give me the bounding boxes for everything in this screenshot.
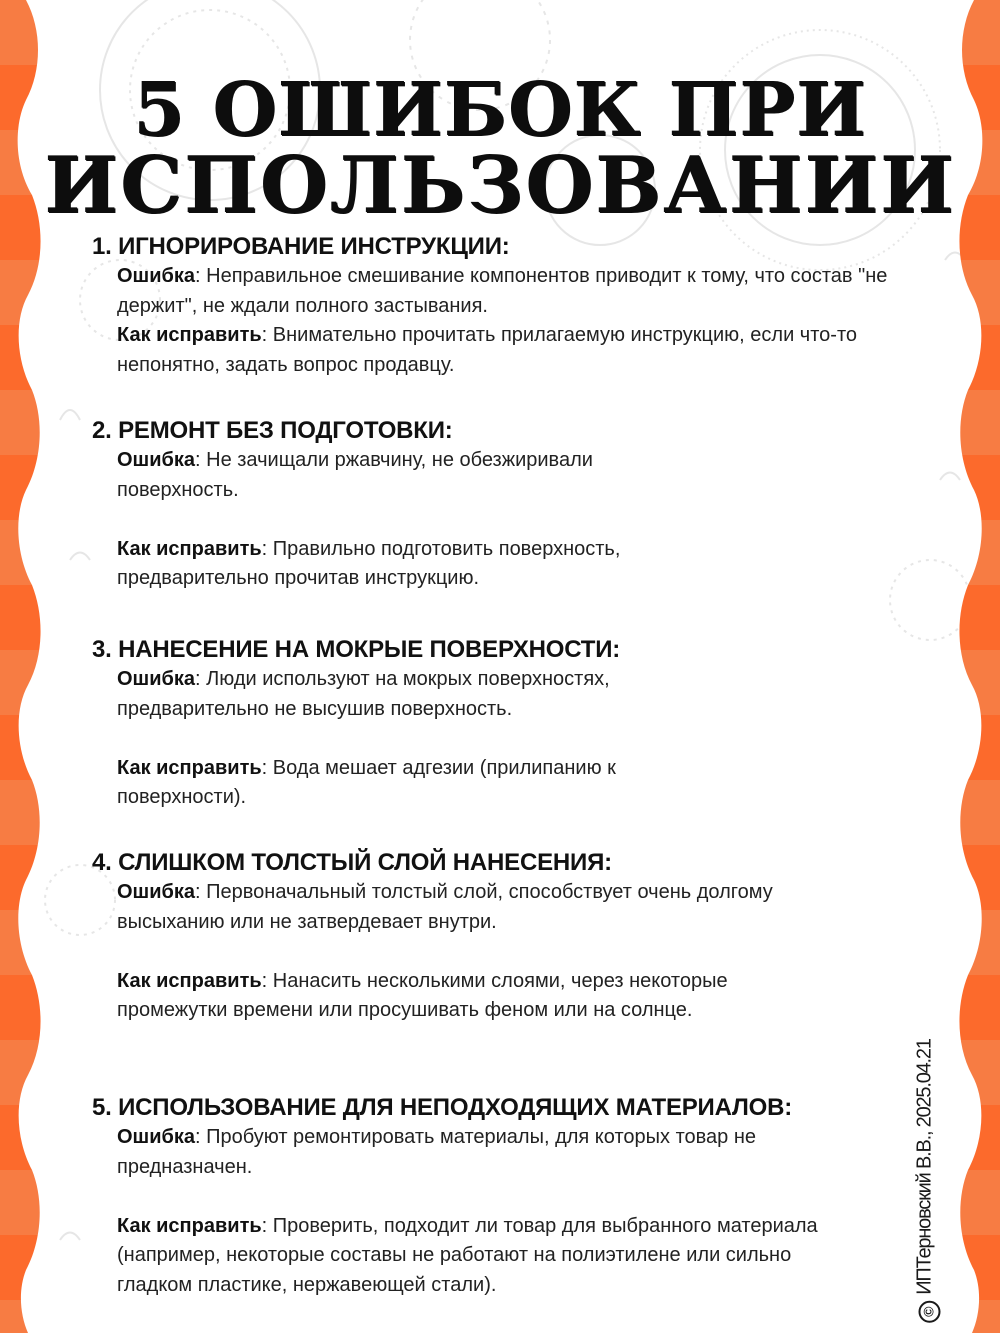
mistake-section-4	[92, 848, 912, 1026]
error-paragraph	[117, 446, 677, 505]
error-label: Ошибка	[117, 1126, 196, 1148]
title-line-1: 5 ОШИБОК ПРИ	[133, 66, 867, 153]
spacer	[92, 1182, 912, 1212]
error-paragraph	[117, 1123, 832, 1182]
section-heading: 3. НАНЕСЕНИЕ НА МОКРЫЕ ПОВЕРХНОСТИ:	[92, 636, 621, 663]
section-heading: 2. РЕМОНТ БЕЗ ПОДГОТОВКИ:	[92, 417, 453, 444]
section-heading: 5. ИСПОЛЬЗОВАНИЕ ДЛЯ НЕПОДХОДЯЩИХ МАТЕРИАЛОВ:	[92, 1094, 793, 1121]
fix-paragraph	[117, 535, 707, 594]
fix-label: Как исправить	[117, 324, 262, 346]
error-text: : Первоначальный толстый слой, способствует очень долгому высыханию или не затвердевает внутри.	[117, 881, 773, 933]
error-paragraph	[117, 878, 817, 937]
error-label: Ошибка	[117, 449, 196, 471]
error-label: Ошибка	[117, 265, 196, 287]
fix-paragraph	[117, 754, 717, 813]
error-label: Ошибка	[117, 881, 196, 903]
fix-text: : Внимательно прочитать прилагаемую инструкцию, если что-то непонятно, задать вопрос продавцу.	[117, 324, 858, 376]
error-text: : Неправильное смешивание компонентов приводит к тому, что состав "не держит", не ждали полного застывания.	[117, 265, 888, 317]
fix-label: Как исправить	[117, 1214, 262, 1237]
copyright-icon: ©	[919, 1301, 941, 1323]
copyright-notice	[914, 1039, 941, 1323]
fix-label: Как исправить	[117, 969, 262, 992]
fix-paragraph	[117, 967, 827, 1026]
error-text: : Люди используют на мокрых поверхностях, предварительно не высушив поверхность.	[117, 668, 610, 720]
title-line-2: ИСПОЛЬЗОВАНИИ	[44, 139, 956, 231]
spacer	[92, 505, 912, 535]
fix-label: Как исправить	[117, 756, 262, 779]
page-title	[0, 66, 1000, 231]
copyright-text: ИПТерновский В.В., 2025.04.21	[913, 1039, 936, 1295]
fix-paragraph	[117, 1212, 847, 1301]
mistake-section-5	[92, 1093, 912, 1300]
error-paragraph	[117, 665, 707, 724]
fix-paragraph	[117, 321, 912, 380]
error-label: Ошибка	[117, 668, 196, 690]
error-paragraph	[117, 262, 912, 321]
mistake-section-1	[92, 232, 912, 380]
error-text: : Не зачищали ржавчину, не обезжиривали поверхность.	[117, 449, 593, 501]
fix-text: : Проверить, подходит ли товар для выбранного материала (например, некоторые составы не работают на полиэтилене или сильно гладком пластике, нержавеющей стали).	[117, 1214, 818, 1296]
spacer	[92, 724, 912, 754]
section-heading: 4. СЛИШКОМ ТОЛСТЫЙ СЛОЙ НАНЕСЕНИЯ:	[92, 849, 612, 876]
error-text: : Пробуют ремонтировать материалы, для которых товар не предназначен.	[117, 1126, 757, 1178]
fix-label: Как исправить	[117, 537, 262, 560]
section-heading: 1. ИГНОРИРОВАНИЕ ИНСТРУКЦИИ:	[92, 233, 510, 260]
mistake-section-3	[92, 635, 912, 813]
fix-text: : Вода мешает адгезии (прилипанию к поверхности).	[117, 756, 616, 808]
spacer	[92, 937, 912, 967]
fix-text: : Нанасить несколькими слоями, через некоторые промежутки времени или просушивать феном или на солнце.	[117, 969, 728, 1021]
mistake-section-2	[92, 416, 912, 594]
fix-text: : Правильно подготовить поверхность, предварительно прочитав инструкцию.	[117, 537, 621, 589]
